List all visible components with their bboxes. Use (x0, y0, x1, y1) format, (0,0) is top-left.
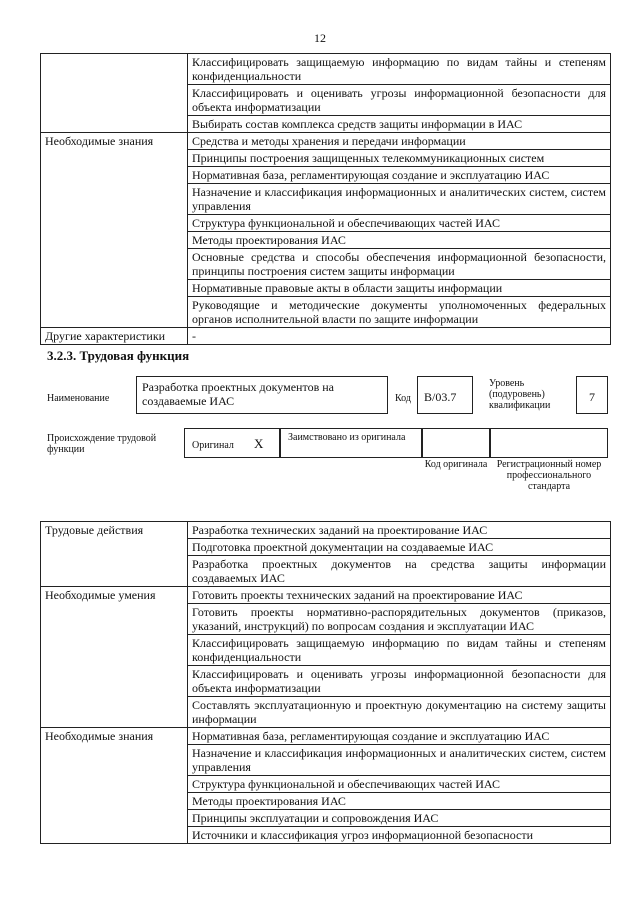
row-text: Нормативные правовые акты в области защиты информации (188, 280, 611, 297)
row-label (41, 745, 188, 776)
section-title: 3.2.3. Трудовая функция (47, 348, 190, 363)
row-text: Основные средства и способы обеспечения информационной безопасности, принципы построения систем защиты информации (188, 249, 611, 280)
row-label (41, 539, 188, 556)
table-row (41, 587, 611, 604)
row-text: Готовить проекты нормативно-распорядительных документов (приказов, указаний, инструкций) по вопросам создания и эксплуатации ИАС (188, 604, 611, 635)
table-row (41, 666, 611, 697)
reg-number-box (490, 428, 608, 458)
row-text: Разработка проектных документов на средства защиты информации создаваемых ИАС (188, 556, 611, 587)
table-row (41, 328, 611, 345)
row-label (41, 280, 188, 297)
table-row (41, 745, 611, 776)
table-row (41, 150, 611, 167)
table-row (41, 539, 611, 556)
row-text: Разработка технических заданий на проектирование ИАС (188, 522, 611, 539)
table-row (41, 249, 611, 280)
name-label: Наименование (47, 393, 110, 404)
borrowed-label: Заимствовано из оригинала (288, 432, 406, 443)
code-value: B/03.7 (424, 390, 457, 404)
row-text: Принципы построения защищенных телекоммуникационных систем (188, 150, 611, 167)
table-row (41, 522, 611, 539)
row-label (41, 297, 188, 328)
table-row (41, 297, 611, 328)
table-row (41, 133, 611, 150)
row-label: Трудовые действия (41, 522, 188, 539)
row-label (41, 810, 188, 827)
origin-label: Происхождение трудовой функции (47, 433, 157, 455)
row-text: Назначение и классификация информационных и аналитических систем, систем управления (188, 745, 611, 776)
row-label (41, 556, 188, 587)
row-text: Методы проектирования ИАС (188, 793, 611, 810)
code-label: Код (395, 393, 411, 404)
table-row (41, 810, 611, 827)
row-text: Классифицировать защищаемую информацию по видам тайны и степеням конфиденциальности (188, 54, 611, 85)
row-text: Составлять эксплуатационную и проектную документацию на систему защиты информации (188, 697, 611, 728)
row-label (41, 232, 188, 249)
row-text: Нормативная база, регламентирующая создание и эксплуатацию ИАС (188, 728, 611, 745)
row-label (41, 635, 188, 666)
row-label (41, 167, 188, 184)
name-value: Разработка проектных документов на создаваемые ИАС (142, 380, 334, 408)
table-row (41, 167, 611, 184)
row-text: Классифицировать и оценивать угрозы информационной безопасности для объекта информатизации (188, 85, 611, 116)
row-label (41, 604, 188, 635)
original-mark: X (254, 436, 264, 451)
table-row (41, 635, 611, 666)
table-row (41, 827, 611, 844)
row-text: Принципы эксплуатации и сопровождения ИАС (188, 810, 611, 827)
row-text: Руководящие и методические документы уполномоченных федеральных органов исполнительной власти по защите информации (188, 297, 611, 328)
requirements-table-bottom (40, 521, 611, 844)
page-number: 12 (314, 31, 326, 45)
row-label (41, 85, 188, 116)
row-label (41, 215, 188, 232)
row-label: Необходимые знания (41, 133, 188, 150)
row-text: Источники и классификация угроз информационной безопасности (188, 827, 611, 844)
level-value: 7 (589, 390, 595, 404)
row-label (41, 666, 188, 697)
row-text: Классифицировать и оценивать угрозы информационной безопасности для объекта информатизации (188, 666, 611, 697)
table-row (41, 85, 611, 116)
row-text: Готовить проекты технических заданий на проектирование ИАС (188, 587, 611, 604)
row-label (41, 249, 188, 280)
row-text: Назначение и классификация информационных и аналитических систем, систем управления (188, 184, 611, 215)
code-original-caption: Код оригинала (424, 459, 488, 470)
row-label (41, 697, 188, 728)
table-row (41, 232, 611, 249)
table-row (41, 280, 611, 297)
row-label (41, 54, 188, 85)
table-row (41, 793, 611, 810)
row-text: Средства и методы хранения и передачи информации (188, 133, 611, 150)
table-row (41, 604, 611, 635)
row-text: Подготовка проектной документации на создаваемые ИАС (188, 539, 611, 556)
table-row (41, 116, 611, 133)
row-label (41, 793, 188, 810)
original-label: Оригинал (192, 440, 234, 451)
row-label (41, 827, 188, 844)
table-row (41, 215, 611, 232)
row-text: Классифицировать защищаемую информацию по видам тайны и степеням конфиденциальности (188, 635, 611, 666)
row-label (41, 116, 188, 133)
row-label (41, 150, 188, 167)
row-label: Необходимые умения (41, 587, 188, 604)
table-row (41, 776, 611, 793)
row-label (41, 184, 188, 215)
requirements-table-top (40, 53, 611, 345)
row-text: Нормативная база, регламентирующая создание и эксплуатацию ИАС (188, 167, 611, 184)
row-text: Выбирать состав комплекса средств защиты информации в ИАС (188, 116, 611, 133)
row-text: Структура функциональной и обеспечивающих частей ИАС (188, 215, 611, 232)
row-text: Методы проектирования ИАС (188, 232, 611, 249)
code-original-box (422, 428, 490, 458)
table-row (41, 697, 611, 728)
table-row (41, 184, 611, 215)
row-label: Другие характеристики (41, 328, 188, 345)
row-text: Структура функциональной и обеспечивающих частей ИАС (188, 776, 611, 793)
table-row (41, 728, 611, 745)
level-label: Уровень (подуровень) квалификации (489, 378, 551, 411)
row-text: - (188, 328, 611, 345)
table-row (41, 556, 611, 587)
row-label: Необходимые знания (41, 728, 188, 745)
row-label (41, 776, 188, 793)
table-row (41, 54, 611, 85)
reg-number-caption: Регистрационный номер профессионального стандарта (496, 459, 602, 492)
